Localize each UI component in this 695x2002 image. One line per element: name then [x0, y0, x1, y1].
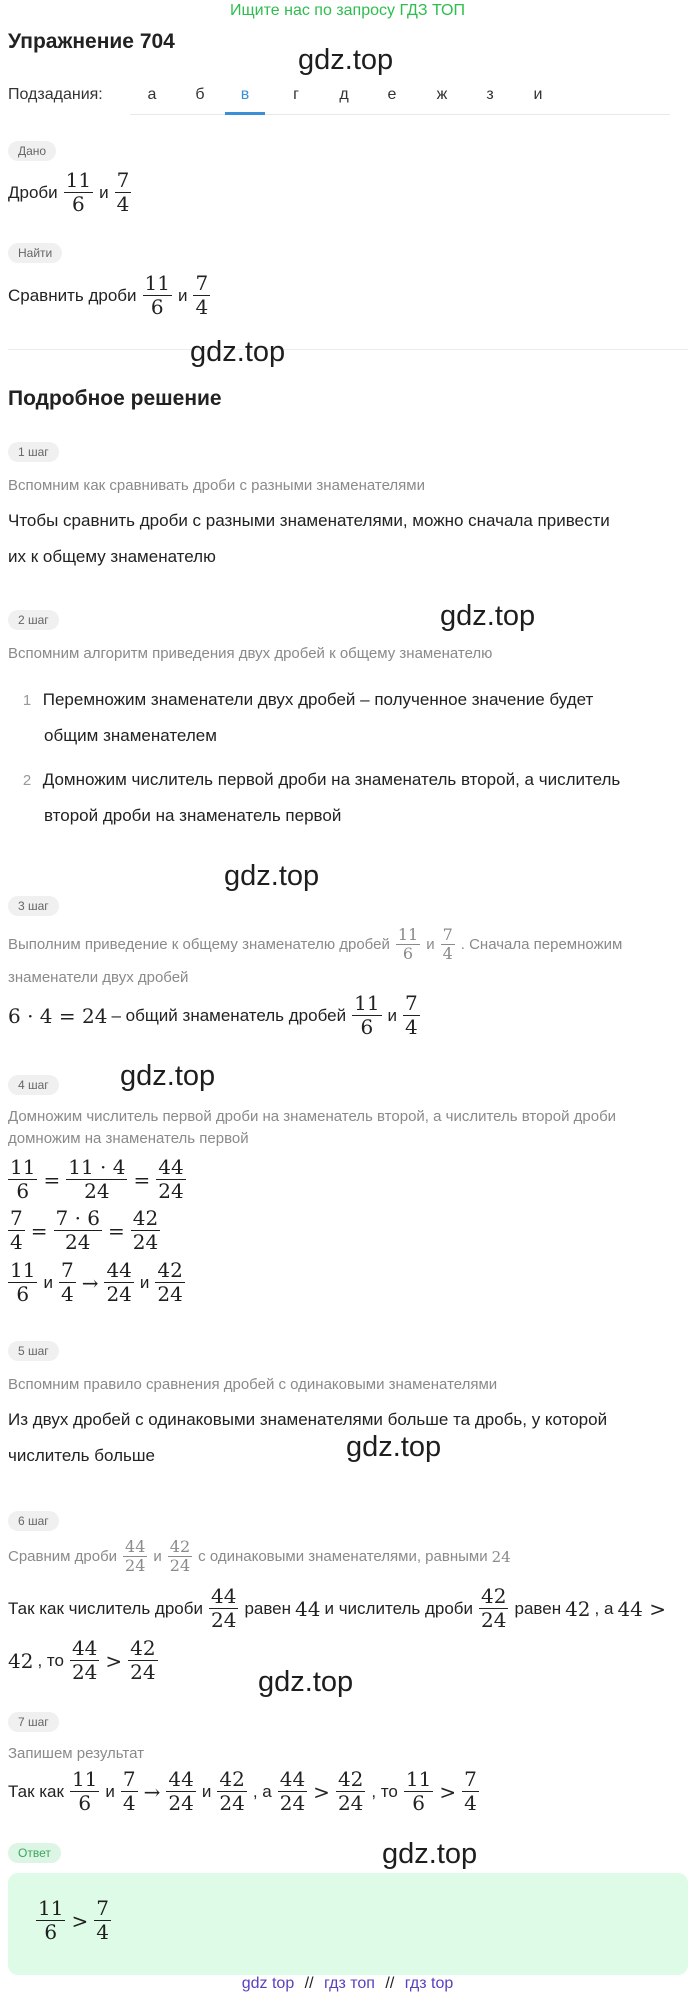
list-item [16, 770, 620, 790]
fraction: $\frac{7 \cdot 6}{24}$ [55, 1206, 101, 1254]
given-text: Дроби [8, 182, 58, 202]
fraction: $\frac{7}{4}$ [464, 1767, 477, 1815]
watermark: gdz.top [120, 1060, 216, 1092]
footer-link[interactable]: gdz top [241, 1975, 295, 1992]
fraction: $\frac{42}{24}$ [337, 1767, 364, 1815]
footer-links: gdz top // гдз топ // гдз top [241, 1975, 454, 1992]
fraction: $\frac{11}{6}$ [10, 1155, 36, 1203]
footer-link[interactable]: гдз top [404, 1975, 454, 1992]
fraction: $\frac{44}{24}$ [168, 1767, 194, 1815]
fraction: $\frac{42}{24}$ [130, 1636, 156, 1684]
fraction: $\frac{42}{24}$ [219, 1767, 245, 1815]
divider [8, 349, 688, 350]
step-badge: 5 шаг [8, 1341, 59, 1361]
answer-badge: Ответ [8, 1843, 61, 1863]
fraction: $\frac{42}{24}$ [169, 1537, 191, 1576]
watermark: gdz.top [382, 1838, 478, 1870]
tab-d[interactable]: д [339, 86, 349, 103]
step-text: Так как $\frac{11}{6}$ и $\frac{7}{4}$ → $\frac{44}{24}$ и $\frac{42}{24}$ , а $\frac{44}{24}$ > $\frac{42}{24}$ , то $\frac{11}{6}$ > $\frac{7}{4}$ [8, 1767, 477, 1815]
watermark: gdz.top [224, 860, 320, 892]
subtasks-label: Подзадания: [8, 86, 103, 103]
answer-expression: $\frac{11}{6}$ > $\frac{7}{4}$ [38, 1896, 109, 1944]
step-hint: знаменатели двух дробей [8, 969, 189, 986]
given-badge: Дано [8, 141, 56, 161]
step-text: 6 · 4 = 24 – общий знаменатель дробей $\frac{11}{6}$ и $\frac{7}{4}$ [8, 991, 418, 1039]
step-text: числитель больше [8, 1446, 155, 1465]
and-word: и [177, 285, 188, 305]
fraction: $\frac{11}{6}$ [71, 1767, 98, 1815]
list-number: 1 [22, 692, 32, 709]
list-text: общим знаменателем [44, 726, 217, 745]
step-hint: Сравним дроби $\frac{44}{24}$ и $\frac{42}{24}$ с одинаковыми знаменателями, равными 24 [8, 1537, 511, 1576]
tab-i[interactable]: и [533, 86, 543, 103]
fraction: $\frac{11}{6}$ [144, 271, 170, 319]
answer-box [8, 1873, 688, 1975]
fraction: $\frac{42}{24}$ [157, 1258, 183, 1306]
fraction: $\frac{7}{4}$ [116, 168, 130, 216]
fraction: $\frac{11}{6}$ [405, 1767, 432, 1815]
page-title: Упражнение 704 [8, 30, 175, 53]
tab-zh[interactable]: ж [436, 86, 448, 103]
list-item [16, 690, 593, 710]
step-hint: Вспомним как сравнивать дроби с разными знаменателями [8, 477, 425, 494]
step-badge: 1 шаг [8, 442, 59, 462]
step-text: 42 , то $\frac{44}{24}$ > $\frac{42}{24}$ [8, 1636, 156, 1684]
fraction: $\frac{7}{4}$ [442, 925, 453, 964]
fraction: $\frac{7}{4}$ [405, 991, 418, 1039]
step-hint: Домножим числитель первой дроби на знаменатель второй, а числитель второй дроби [8, 1108, 617, 1125]
step-text: Чтобы сравнить дроби с разными знаменателями, можно сначала привести [8, 511, 610, 530]
tab-v[interactable]: в [225, 78, 265, 115]
step-hint: Выполним приведение к общему знаменателю дробей $\frac{11}{6}$ и $\frac{7}{4}$ . Сначала перемножим [8, 925, 623, 964]
step-hint: Запишем результат [8, 1745, 144, 1762]
fraction: $\frac{7}{4}$ [195, 271, 209, 319]
fraction: $\frac{11}{6}$ [65, 168, 92, 216]
tab-g[interactable]: г [293, 86, 299, 103]
math-expression: 6 · 4 = 24 [8, 1003, 108, 1028]
equation-row: $\frac{7}{4}$ = $\frac{7 \cdot 6}{24}$ = $\frac{42}{24}$ [10, 1206, 159, 1254]
watermark: gdz.top [346, 1431, 442, 1463]
fraction: $\frac{44}{24}$ [158, 1155, 184, 1203]
step-text: Из двух дробей с одинаковыми знаменателями больше та дробь, у которой [8, 1410, 608, 1429]
and-word: и [99, 182, 109, 202]
solution-title: Подробное решение [8, 387, 222, 410]
fraction: $\frac{7}{4}$ [122, 1767, 136, 1815]
step-hint: Вспомним правило сравнения дробей с одинаковыми знаменателями [8, 1376, 498, 1393]
given-line [8, 169, 133, 216]
watermark: gdz.top [258, 1666, 354, 1698]
watermark: gdz.top [298, 44, 394, 76]
watermark: gdz.top [190, 336, 286, 368]
step-badge: 3 шаг [8, 896, 59, 916]
fraction: $\frac{42}{24}$ [481, 1584, 507, 1632]
step-hint: домножим на знаменатель первой [8, 1130, 249, 1147]
step-hint: Вспомним алгоритм приведения двух дробей к общему знаменателю [8, 645, 493, 662]
fraction: $\frac{7}{4}$ [96, 1896, 109, 1944]
fraction: $\frac{11}{6}$ [397, 925, 419, 964]
find-badge: Найти [8, 243, 62, 263]
fraction: $\frac{44}{24}$ [106, 1258, 132, 1306]
equation-row: $\frac{11}{6}$ = $\frac{11 \cdot 4}{24}$ = $\frac{44}{24}$ [10, 1155, 184, 1203]
footer-link[interactable]: гдз топ [324, 1975, 375, 1992]
tab-z[interactable]: з [486, 86, 494, 103]
step-badge: 2 шаг [8, 610, 59, 630]
step-text: Так как числитель дроби $\frac{44}{24}$ равен 44 и числитель дроби $\frac{42}{24}$ равен 42 , а 44 > [8, 1584, 667, 1632]
list-number: 2 [22, 772, 32, 789]
fraction: $\frac{11}{6}$ [38, 1896, 64, 1944]
list-text: Домножим числитель первой дроби на знаменатель второй, а числитель [42, 770, 621, 789]
list-text: второй дроби на знаменатель первой [44, 806, 342, 825]
step-text: их к общему знаменателю [8, 547, 216, 566]
find-text: Сравнить дроби [8, 285, 137, 305]
subtask-tabs [130, 78, 670, 115]
fraction: $\frac{7}{4}$ [60, 1258, 74, 1306]
fraction: $\frac{44}{24}$ [210, 1584, 237, 1632]
fraction: $\frac{42}{24}$ [132, 1206, 159, 1254]
fraction: $\frac{44}{24}$ [279, 1767, 306, 1815]
fraction: $\frac{11}{6}$ [10, 1258, 36, 1306]
fraction: $\frac{11}{6}$ [354, 991, 380, 1039]
tab-a[interactable]: а [147, 86, 157, 103]
fraction: $\frac{7}{4}$ [10, 1206, 23, 1254]
top-search-link[interactable]: Ищите нас по запросу ГДЗ ТОП [230, 2, 465, 19]
tab-e[interactable]: е [387, 86, 397, 103]
equation-row: $\frac{11}{6}$ и $\frac{7}{4}$ → $\frac{44}{24}$ и $\frac{42}{24}$ [10, 1258, 183, 1306]
fraction: $\frac{11 \cdot 4}{24}$ [68, 1155, 126, 1203]
find-line [8, 272, 212, 319]
fraction: $\frac{44}{24}$ [71, 1636, 98, 1684]
step-badge: 4 шаг [8, 1075, 59, 1095]
step-badge: 6 шаг [8, 1511, 59, 1531]
tab-b[interactable]: б [195, 86, 205, 103]
watermark: gdz.top [440, 600, 536, 632]
step-badge: 7 шаг [8, 1712, 59, 1732]
list-text: Перемножим знаменатели двух дробей – полученное значение будет [42, 690, 594, 709]
fraction: $\frac{44}{24}$ [125, 1537, 146, 1576]
